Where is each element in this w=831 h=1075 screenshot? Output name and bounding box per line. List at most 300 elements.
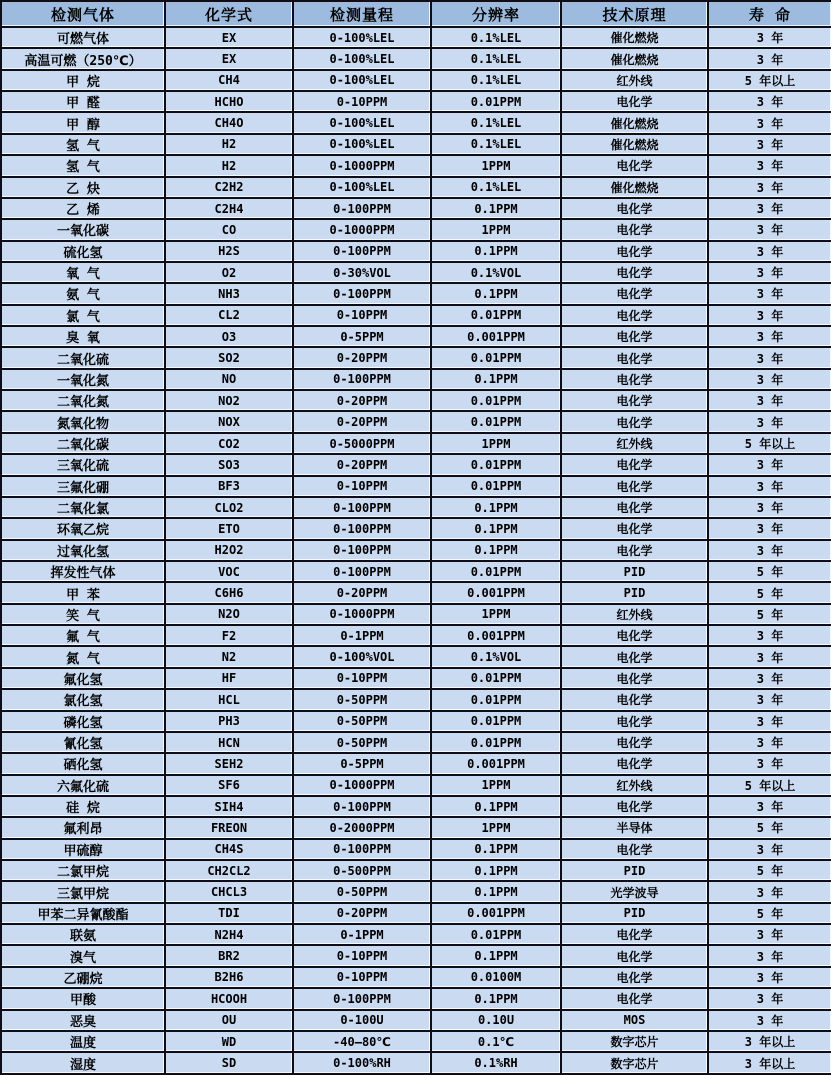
cell-life: 3 年: [708, 753, 831, 774]
cell-gas: 硅 烷: [1, 796, 165, 817]
cell-gas: 三氟化硼: [1, 476, 165, 497]
cell-range: 0-100PPM: [293, 988, 431, 1009]
cell-life: 3 年: [708, 390, 831, 411]
cell-principle: 电化学: [561, 988, 708, 1009]
cell-life: 3 年: [708, 540, 831, 561]
cell-principle: 电化学: [561, 347, 708, 368]
cell-principle: 红外线: [561, 433, 708, 454]
cell-resolution: 0.01PPM: [431, 561, 561, 582]
table-row: [1, 326, 831, 347]
cell-principle: 电化学: [561, 540, 708, 561]
cell-range: 0-500PPM: [293, 860, 431, 881]
cell-formula: SO3: [165, 454, 293, 475]
cell-gas: 硒化氢: [1, 753, 165, 774]
cell-gas: 甲苯二异氰酸酯: [1, 903, 165, 924]
cell-formula: CLO2: [165, 497, 293, 518]
table-row: [1, 668, 831, 689]
table-row: [1, 112, 831, 133]
cell-principle: 电化学: [561, 241, 708, 262]
cell-range: 0-10PPM: [293, 305, 431, 326]
cell-resolution: 0.1PPM: [431, 860, 561, 881]
table-row: [1, 262, 831, 283]
cell-range: 0-10PPM: [293, 967, 431, 988]
cell-range: 0-1PPM: [293, 924, 431, 945]
cell-range: 0-50PPM: [293, 881, 431, 902]
cell-resolution: 0.001PPM: [431, 625, 561, 646]
table-row: [1, 305, 831, 326]
cell-formula: H2: [165, 155, 293, 176]
cell-resolution: 0.01PPM: [431, 732, 561, 753]
cell-principle: 电化学: [561, 283, 708, 304]
cell-resolution: 1PPM: [431, 155, 561, 176]
cell-life: 3 年: [708, 241, 831, 262]
cell-range: 0-100PPM: [293, 839, 431, 860]
column-header-range: 检测量程: [293, 1, 431, 27]
cell-gas: 笑 气: [1, 604, 165, 625]
cell-life: 3 年: [708, 112, 831, 133]
cell-range: 0-10PPM: [293, 476, 431, 497]
cell-principle: 电化学: [561, 924, 708, 945]
cell-formula: EX: [165, 48, 293, 69]
cell-life: 3 年: [708, 177, 831, 198]
cell-gas: 一氧化碳: [1, 219, 165, 240]
cell-principle: 电化学: [561, 476, 708, 497]
cell-principle: 红外线: [561, 70, 708, 91]
cell-life: 5 年以上: [708, 433, 831, 454]
cell-resolution: 0.001PPM: [431, 903, 561, 924]
cell-formula: CO2: [165, 433, 293, 454]
cell-gas: 溴气: [1, 945, 165, 966]
cell-principle: PID: [561, 903, 708, 924]
cell-principle: 数字芯片: [561, 1031, 708, 1052]
cell-principle: 催化燃烧: [561, 27, 708, 48]
cell-life: 3 年: [708, 796, 831, 817]
cell-principle: 催化燃烧: [561, 177, 708, 198]
cell-gas: 氮 气: [1, 646, 165, 667]
cell-life: 3 年: [708, 411, 831, 432]
cell-resolution: 1PPM: [431, 604, 561, 625]
cell-gas: 环氧乙烷: [1, 518, 165, 539]
cell-gas: 过氧化氢: [1, 540, 165, 561]
cell-principle: 催化燃烧: [561, 112, 708, 133]
cell-life: 5 年: [708, 582, 831, 603]
cell-range: 0-20PPM: [293, 454, 431, 475]
cell-range: 0-10PPM: [293, 668, 431, 689]
cell-formula: VOC: [165, 561, 293, 582]
cell-formula: O2: [165, 262, 293, 283]
cell-gas: 氮氧化物: [1, 411, 165, 432]
table-row: [1, 48, 831, 69]
cell-formula: SF6: [165, 775, 293, 796]
cell-principle: 电化学: [561, 369, 708, 390]
cell-gas: 乙硼烷: [1, 967, 165, 988]
cell-resolution: 1PPM: [431, 219, 561, 240]
table-row: [1, 219, 831, 240]
cell-life: 3 年: [708, 689, 831, 710]
cell-principle: 电化学: [561, 219, 708, 240]
cell-life: 3 年: [708, 48, 831, 69]
cell-gas: 恶臭: [1, 1010, 165, 1031]
cell-life: 3 年: [708, 711, 831, 732]
cell-resolution: 0.1%VOL: [431, 646, 561, 667]
cell-formula: FREON: [165, 817, 293, 838]
cell-principle: 电化学: [561, 839, 708, 860]
cell-formula: CO: [165, 219, 293, 240]
table-row: [1, 454, 831, 475]
cell-principle: 电化学: [561, 390, 708, 411]
table-row: [1, 711, 831, 732]
cell-gas: 氯 气: [1, 305, 165, 326]
cell-life: 3 年: [708, 369, 831, 390]
column-header-resolution: 分辨率: [431, 1, 561, 27]
cell-formula: CH4S: [165, 839, 293, 860]
cell-formula: NO2: [165, 390, 293, 411]
cell-resolution: 1PPM: [431, 817, 561, 838]
cell-formula: SIH4: [165, 796, 293, 817]
cell-range: 0-100PPM: [293, 540, 431, 561]
cell-life: 3 年: [708, 881, 831, 902]
cell-gas: 甲 烷: [1, 70, 165, 91]
cell-formula: CH4O: [165, 112, 293, 133]
cell-range: 0-100U: [293, 1010, 431, 1031]
cell-range: 0-100%LEL: [293, 134, 431, 155]
table-row: [1, 390, 831, 411]
cell-resolution: 0.01PPM: [431, 454, 561, 475]
cell-resolution: 0.1%LEL: [431, 134, 561, 155]
cell-resolution: 0.1PPM: [431, 283, 561, 304]
cell-gas: 氟 气: [1, 625, 165, 646]
cell-formula: SD: [165, 1052, 293, 1074]
cell-formula: C6H6: [165, 582, 293, 603]
cell-principle: 数字芯片: [561, 1052, 708, 1074]
cell-gas: 甲酸: [1, 988, 165, 1009]
cell-formula: OU: [165, 1010, 293, 1031]
cell-resolution: 0.1%LEL: [431, 27, 561, 48]
cell-principle: PID: [561, 561, 708, 582]
cell-range: 0-10PPM: [293, 945, 431, 966]
cell-range: 0-100PPM: [293, 796, 431, 817]
cell-principle: 电化学: [561, 198, 708, 219]
cell-range: 0-100PPM: [293, 198, 431, 219]
cell-gas: 高温可燃（250℃）: [1, 48, 165, 69]
cell-range: 0-100%LEL: [293, 27, 431, 48]
cell-principle: 电化学: [561, 711, 708, 732]
cell-life: 3 年: [708, 924, 831, 945]
cell-resolution: 0.01PPM: [431, 924, 561, 945]
cell-gas: 甲 苯: [1, 582, 165, 603]
cell-gas: 三氯甲烷: [1, 881, 165, 902]
cell-formula: BF3: [165, 476, 293, 497]
cell-principle: 电化学: [561, 454, 708, 475]
cell-range: 0-1000PPM: [293, 155, 431, 176]
table-row: [1, 1010, 831, 1031]
cell-gas: 二氯甲烷: [1, 860, 165, 881]
cell-life: 3 年: [708, 134, 831, 155]
cell-formula: SO2: [165, 347, 293, 368]
cell-life: 3 年以上: [708, 1052, 831, 1074]
cell-life: 3 年: [708, 1010, 831, 1031]
cell-range: 0-100%LEL: [293, 177, 431, 198]
cell-gas: 三氧化硫: [1, 454, 165, 475]
cell-formula: TDI: [165, 903, 293, 924]
cell-resolution: 0.01PPM: [431, 689, 561, 710]
cell-resolution: 0.1%RH: [431, 1052, 561, 1074]
table-row: [1, 433, 831, 454]
cell-life: 5 年: [708, 817, 831, 838]
cell-resolution: 0.01PPM: [431, 411, 561, 432]
cell-resolution: 0.1PPM: [431, 988, 561, 1009]
cell-gas: 二氧化硫: [1, 347, 165, 368]
column-header-life: 寿 命: [708, 1, 831, 27]
cell-life: 3 年: [708, 27, 831, 48]
cell-formula: WD: [165, 1031, 293, 1052]
table-row: [1, 604, 831, 625]
table-row: [1, 561, 831, 582]
cell-principle: 电化学: [561, 91, 708, 112]
cell-gas: 温度: [1, 1031, 165, 1052]
cell-formula: CL2: [165, 305, 293, 326]
cell-principle: 红外线: [561, 775, 708, 796]
cell-formula: CH2CL2: [165, 860, 293, 881]
cell-resolution: 0.1%LEL: [431, 177, 561, 198]
cell-gas: 乙 炔: [1, 177, 165, 198]
cell-principle: 电化学: [561, 625, 708, 646]
cell-formula: ETO: [165, 518, 293, 539]
cell-principle: 电化学: [561, 411, 708, 432]
cell-gas: 氯化氢: [1, 689, 165, 710]
cell-range: 0-1PPM: [293, 625, 431, 646]
cell-resolution: 0.01PPM: [431, 668, 561, 689]
cell-gas: 甲 醇: [1, 112, 165, 133]
cell-resolution: 0.1PPM: [431, 497, 561, 518]
cell-gas: 氰化氢: [1, 732, 165, 753]
cell-formula: N2H4: [165, 924, 293, 945]
cell-gas: 二氧化碳: [1, 433, 165, 454]
cell-principle: MOS: [561, 1010, 708, 1031]
table-header: [1, 1, 831, 27]
cell-range: 0-50PPM: [293, 711, 431, 732]
cell-principle: 电化学: [561, 497, 708, 518]
table-row: [1, 775, 831, 796]
cell-range: 0-20PPM: [293, 582, 431, 603]
cell-gas: 可燃气体: [1, 27, 165, 48]
table-row: [1, 860, 831, 881]
cell-life: 3 年: [708, 198, 831, 219]
cell-life: 3 年: [708, 476, 831, 497]
cell-range: 0-20PPM: [293, 903, 431, 924]
cell-formula: C2H2: [165, 177, 293, 198]
table-row: [1, 753, 831, 774]
cell-formula: SEH2: [165, 753, 293, 774]
cell-life: 5 年: [708, 903, 831, 924]
cell-principle: 光学波导: [561, 881, 708, 902]
cell-life: 3 年: [708, 646, 831, 667]
cell-formula: CHCL3: [165, 881, 293, 902]
cell-resolution: 0.1%LEL: [431, 112, 561, 133]
cell-principle: PID: [561, 860, 708, 881]
table-row: [1, 177, 831, 198]
cell-resolution: 0.01PPM: [431, 711, 561, 732]
table-row: [1, 1031, 831, 1052]
cell-range: 0-50PPM: [293, 732, 431, 753]
table-row: [1, 91, 831, 112]
cell-formula: H2: [165, 134, 293, 155]
cell-resolution: 0.1%LEL: [431, 48, 561, 69]
cell-principle: 电化学: [561, 646, 708, 667]
cell-principle: 电化学: [561, 753, 708, 774]
cell-gas: 甲硫醇: [1, 839, 165, 860]
table-row: [1, 198, 831, 219]
table-body: [1, 27, 831, 1074]
cell-resolution: 1PPM: [431, 433, 561, 454]
cell-principle: 电化学: [561, 326, 708, 347]
cell-range: 0-5000PPM: [293, 433, 431, 454]
cell-gas: 甲 醛: [1, 91, 165, 112]
table-row: [1, 347, 831, 368]
cell-resolution: 0.1PPM: [431, 518, 561, 539]
cell-range: 0-1000PPM: [293, 219, 431, 240]
cell-range: 0-1000PPM: [293, 604, 431, 625]
table-row: [1, 27, 831, 48]
cell-formula: HCL: [165, 689, 293, 710]
cell-range: 0-20PPM: [293, 347, 431, 368]
cell-formula: N2O: [165, 604, 293, 625]
header-row: [1, 1, 831, 27]
cell-life: 3 年: [708, 839, 831, 860]
cell-resolution: 0.1%LEL: [431, 70, 561, 91]
cell-principle: 红外线: [561, 604, 708, 625]
cell-range: 0-100%RH: [293, 1052, 431, 1074]
cell-life: 3 年: [708, 91, 831, 112]
cell-formula: BR2: [165, 945, 293, 966]
cell-life: 3 年: [708, 497, 831, 518]
cell-resolution: 1PPM: [431, 775, 561, 796]
table-row: [1, 646, 831, 667]
cell-principle: 电化学: [561, 689, 708, 710]
cell-gas: 磷化氢: [1, 711, 165, 732]
cell-range: 0-100PPM: [293, 561, 431, 582]
cell-resolution: 0.01PPM: [431, 305, 561, 326]
column-header-gas: 检测气体: [1, 1, 165, 27]
cell-resolution: 0.001PPM: [431, 582, 561, 603]
cell-life: 3 年: [708, 454, 831, 475]
cell-range: 0-2000PPM: [293, 817, 431, 838]
cell-resolution: 0.01PPM: [431, 476, 561, 497]
table-row: [1, 1052, 831, 1074]
cell-resolution: 0.1PPM: [431, 839, 561, 860]
cell-gas: 二氧化氯: [1, 497, 165, 518]
cell-principle: PID: [561, 582, 708, 603]
cell-life: 3 年: [708, 326, 831, 347]
cell-range: 0-50PPM: [293, 689, 431, 710]
cell-gas: 氢 气: [1, 155, 165, 176]
cell-life: 3 年: [708, 945, 831, 966]
cell-life: 5 年: [708, 860, 831, 881]
table-row: [1, 924, 831, 945]
cell-principle: 电化学: [561, 305, 708, 326]
cell-range: 0-100%LEL: [293, 70, 431, 91]
table-row: [1, 369, 831, 390]
table-row: [1, 625, 831, 646]
table-row: [1, 411, 831, 432]
cell-gas: 硫化氢: [1, 241, 165, 262]
cell-principle: 电化学: [561, 945, 708, 966]
cell-formula: PH3: [165, 711, 293, 732]
cell-resolution: 0.1%VOL: [431, 262, 561, 283]
cell-resolution: 0.001PPM: [431, 753, 561, 774]
cell-life: 3 年: [708, 155, 831, 176]
cell-resolution: 0.10U: [431, 1010, 561, 1031]
cell-range: 0-100%LEL: [293, 112, 431, 133]
table-row: [1, 881, 831, 902]
table-row: [1, 70, 831, 91]
cell-range: 0-100PPM: [293, 283, 431, 304]
cell-formula: H2O2: [165, 540, 293, 561]
cell-formula: N2: [165, 646, 293, 667]
cell-formula: B2H6: [165, 967, 293, 988]
cell-gas: 一氧化氮: [1, 369, 165, 390]
table-row: [1, 988, 831, 1009]
cell-formula: HCOOH: [165, 988, 293, 1009]
cell-resolution: 0.0100M: [431, 967, 561, 988]
cell-life: 3 年: [708, 262, 831, 283]
cell-range: 0-100PPM: [293, 497, 431, 518]
table-row: [1, 518, 831, 539]
cell-principle: 电化学: [561, 668, 708, 689]
cell-range: 0-10PPM: [293, 91, 431, 112]
cell-gas: 氨 气: [1, 283, 165, 304]
cell-range: 0-100PPM: [293, 241, 431, 262]
table-row: [1, 540, 831, 561]
cell-resolution: 0.1PPM: [431, 198, 561, 219]
cell-life: 3 年: [708, 305, 831, 326]
cell-formula: HF: [165, 668, 293, 689]
cell-range: 0-5PPM: [293, 753, 431, 774]
cell-range: 0-100PPM: [293, 369, 431, 390]
table-row: [1, 732, 831, 753]
cell-range: 0-5PPM: [293, 326, 431, 347]
cell-gas: 乙 烯: [1, 198, 165, 219]
table-row: [1, 283, 831, 304]
cell-gas: 六氟化硫: [1, 775, 165, 796]
cell-range: 0-100%VOL: [293, 646, 431, 667]
table-row: [1, 155, 831, 176]
cell-gas: 氧 气: [1, 262, 165, 283]
cell-life: 3 年: [708, 988, 831, 1009]
cell-formula: CH4: [165, 70, 293, 91]
table-row: [1, 796, 831, 817]
cell-principle: 电化学: [561, 796, 708, 817]
cell-life: 5 年: [708, 561, 831, 582]
cell-life: 5 年以上: [708, 775, 831, 796]
cell-formula: HCN: [165, 732, 293, 753]
cell-resolution: 0.1PPM: [431, 540, 561, 561]
table-row: [1, 689, 831, 710]
cell-formula: NH3: [165, 283, 293, 304]
cell-life: 3 年: [708, 219, 831, 240]
table-row: [1, 497, 831, 518]
cell-resolution: 0.1PPM: [431, 796, 561, 817]
cell-gas: 臭 氧: [1, 326, 165, 347]
cell-principle: 催化燃烧: [561, 48, 708, 69]
cell-life: 3 年: [708, 732, 831, 753]
cell-range: -40—80℃: [293, 1031, 431, 1052]
cell-principle: 电化学: [561, 518, 708, 539]
table-row: [1, 967, 831, 988]
cell-formula: C2H4: [165, 198, 293, 219]
cell-gas: 氟利昂: [1, 817, 165, 838]
cell-gas: 挥发性气体: [1, 561, 165, 582]
